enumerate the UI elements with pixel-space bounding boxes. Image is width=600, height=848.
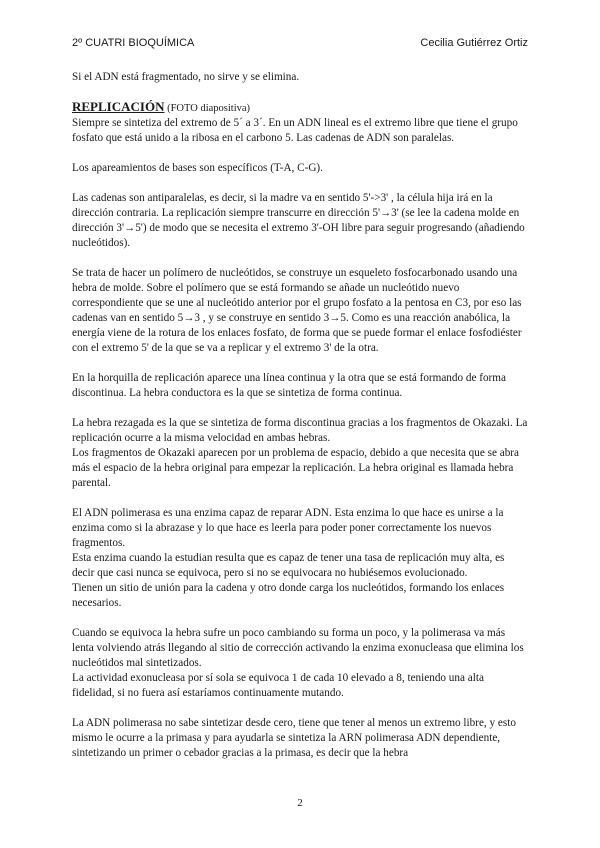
- body-paragraph: En la horquilla de replicación aparece una línea continua y la otra que se está formando de forma discontinua. La hebra conductora es la que se sintetiza de forma continua.: [72, 372, 506, 399]
- body-paragraph: La ADN polimerasa no sabe sintetizar desde cero, tiene que tener al menos un extremo libre, y esto mismo le ocurre a la primasa y para ayudarla se sintetiza la ARN polimerasa ADN dependiente, sintetizando un primer o cebador gracias a la primasa, es decir que la hebra: [72, 717, 516, 759]
- page-content: [72, 70, 528, 761]
- paragraph-gap: [72, 356, 528, 371]
- section-heading: [72, 99, 528, 116]
- paragraph-gap: [72, 701, 528, 716]
- paragraph-gap: [72, 401, 528, 416]
- section-title: REPLICACIÓN: [72, 99, 165, 114]
- header-course-title: 2º CUATRI BIOQUÍMICA: [72, 37, 195, 49]
- body-paragraph: El ADN polimerasa es una enzima capaz de reparar ADN. Esta enzima lo que hace es unirse a la enzima como si la abrazase y lo que hace es leerla para poder poner correctamente los nuevos fragmentos. Esta enzima cuando la estudian resulta que es capaz de tener una tasa de replicación muy alta, es decir que casi nunca se equivoca, pero si no se equivocara no hubiésemos evolucionado. Tienen un sitio de unión para la cadena y otro donde carga los nucleótidos, formando los enlaces necesarios.: [72, 507, 505, 609]
- paragraph-gap: [72, 491, 528, 506]
- body-paragraph: La hebra rezagada es la que se sintetiza de forma discontinua gracias a los fragmentos de Okazaki. La replicación ocurre a la misma velocidad en ambas hebras. Los fragmentos de Okazaki aparecen por un problema de espacio, debido a que necesita que se abra más el espacio de la hebra original para empezar la replicación. La hebra original es llamada hebra parental.: [72, 417, 528, 489]
- paragraph-gap: [72, 176, 528, 191]
- body-paragraph: Las cadenas son antiparalelas, es decir, si la madre va en sentido 5'->3' , la célula hija irá en la dirección contraria. La replicación siempre transcurre en dirección 5'→3' (se lee la cadena molde en dirección 3'→5') de modo que se necesita el extremo 3'-OH libre para seguir progresando (añadiendo nucleótidos).: [72, 192, 525, 249]
- body-paragraph: Los apareamientos de bases son específicos (T-A, C-G).: [72, 162, 323, 174]
- paragraph-list: [72, 116, 528, 761]
- page-header: [72, 37, 528, 49]
- paragraph-gap: [72, 251, 528, 266]
- paragraph-gap: [72, 146, 528, 161]
- body-paragraph: Cuando se equivoca la hebra sufre un poco cambiando su forma un poco, y la polimerasa va más lenta volviendo atrás llegando al sitio de corrección activando la enzima exonucleasa que elimina los nucleótidos mal sintetizados. La actividad exonucleasa por sí sola se equivoca 1 de cada 10 elevado a 8, teniendo una alta fidelidad, si no fuera así estaríamos continuamente mutando.: [72, 627, 524, 699]
- body-paragraph: Se trata de hacer un polímero de nucleótidos, se construye un esqueleto fosfocarbonado usando una hebra de molde. Sobre el polímero que se está formando se añade un nucleótido nuevo correspondiente que se une al nucleótido anterior por el grupo fosfato a la pentosa en C3, por eso las cadenas van en sentido 5→3 , y se construye en sentido 3→5. Como es una reacción anabólica, la energía viene de la rotura de los enlaces fosfato, de forma que se puede formar el enlace fosfodiéster con el extremo 5' de la que se va a replicar y el extremo 3' de la otra.: [72, 267, 522, 354]
- page-number: 2: [297, 797, 303, 809]
- paragraph-gap: [72, 611, 528, 626]
- header-author: Cecilia Gutiérrez Ortiz: [420, 37, 528, 49]
- body-paragraph: Siempre se sintetiza del extremo de 5´ a 3´. En un ADN lineal es el extremo libre que tiene el grupo fosfato que está unido a la ribosa en el carbono 5. Las cadenas de ADN son paralelas.: [72, 117, 518, 144]
- section-note: (FOTO diapositiva): [164, 103, 251, 114]
- intro-text: Si el ADN está fragmentado, no sirve y se elimina.: [72, 71, 300, 83]
